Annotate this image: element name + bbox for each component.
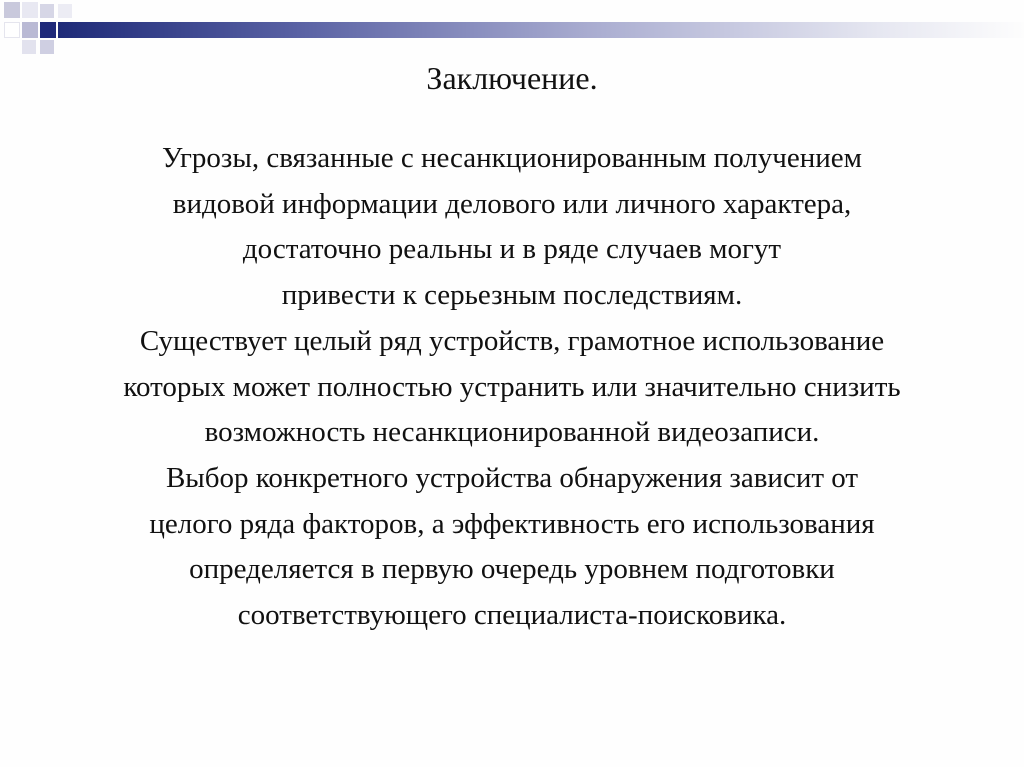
- decor-square: [4, 22, 20, 38]
- decor-square: [22, 2, 38, 18]
- slide-title: Заключение.: [426, 60, 598, 96]
- decor-square: [58, 4, 72, 18]
- body-line: которых может полностью устранить или значительно снизить: [123, 370, 901, 403]
- body-line: привести к серьезным последствиям.: [281, 279, 743, 312]
- body-line: Выбор конкретного устройства обнаружения зависит от: [165, 461, 859, 494]
- body-line: Угрозы, связанные с несанкционированным получением: [162, 142, 862, 174]
- decor-square: [40, 40, 54, 54]
- body-line: Существует целый ряд устройств, грамотное использование: [139, 324, 885, 357]
- body-line: видовой информации делового или личного характера,: [172, 187, 852, 220]
- body-line: целого ряда факторов, а эффективность его использования: [149, 507, 875, 540]
- decor-square: [22, 40, 36, 54]
- header-gradient-bar: [58, 22, 1024, 38]
- slide-body: [40, 136, 984, 639]
- body-line: достаточно реальны и в ряде случаев могут: [242, 233, 782, 266]
- body-line: соответствующего специалиста-поисковика.: [237, 599, 787, 632]
- decor-square: [22, 22, 38, 38]
- decor-square: [40, 4, 54, 18]
- body-line: возможность несанкционированной видеозаписи.: [204, 416, 820, 449]
- body-line: определяется в первую очередь уровнем подготовки: [189, 553, 835, 586]
- decor-square: [4, 2, 20, 18]
- decor-square-accent: [40, 22, 56, 38]
